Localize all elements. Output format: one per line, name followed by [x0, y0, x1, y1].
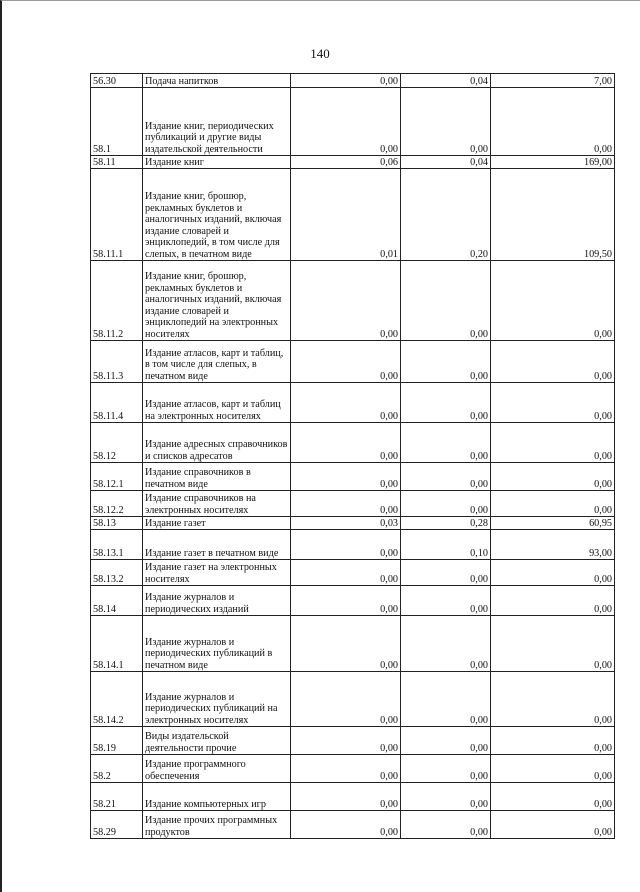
row-value-2: 0,00: [401, 341, 491, 383]
row-value-3: 93,00: [491, 530, 615, 560]
row-value-3: 0,00: [491, 616, 615, 672]
row-code: 58.11.3: [91, 341, 143, 383]
row-value-1: 0,00: [291, 530, 401, 560]
row-name: Издание газет в печатном виде: [143, 530, 291, 560]
row-value-1: 0,00: [291, 783, 401, 811]
row-code: 58.12.1: [91, 463, 143, 491]
row-value-2: 0,00: [401, 672, 491, 727]
table-row: [91, 672, 615, 727]
row-value-3: 0,00: [491, 341, 615, 383]
table-row: [91, 517, 615, 530]
row-value-3: 60,95: [491, 517, 615, 530]
row-value-2: 0,00: [401, 586, 491, 616]
row-value-2: 0,00: [401, 560, 491, 586]
row-value-3: 0,00: [491, 811, 615, 839]
row-value-2: 0,00: [401, 727, 491, 755]
row-name: Издание программного обеспечения: [143, 755, 291, 783]
row-name: Виды издательской деятельности прочие: [143, 727, 291, 755]
row-value-3: 169,00: [491, 156, 615, 169]
table-row: [91, 586, 615, 616]
row-value-1: 0,00: [291, 74, 401, 88]
row-value-1: 0,00: [291, 383, 401, 423]
row-name: Издание книг, периодических публикаций и другие виды издательской деятельности: [143, 88, 291, 156]
row-name: Издание прочих программных продуктов: [143, 811, 291, 839]
row-code: 58.11.4: [91, 383, 143, 423]
row-value-3: 0,00: [491, 586, 615, 616]
row-name: Издание атласов, карт и таблиц на электронных носителях: [143, 383, 291, 423]
row-code: 58.14: [91, 586, 143, 616]
row-value-3: 0,00: [491, 423, 615, 463]
table-row: [91, 811, 615, 839]
row-value-3: 0,00: [491, 383, 615, 423]
row-name: Издание атласов, карт и таблиц, в том числе для слепых, в печатном виде: [143, 341, 291, 383]
row-value-1: 0,00: [291, 616, 401, 672]
row-code: 58.11.2: [91, 261, 143, 341]
row-value-2: 0,00: [401, 755, 491, 783]
row-value-1: 0,00: [291, 491, 401, 517]
row-value-1: 0,00: [291, 261, 401, 341]
row-code: 58.29: [91, 811, 143, 839]
row-value-3: 0,00: [491, 783, 615, 811]
row-value-1: 0,00: [291, 423, 401, 463]
table-row: [91, 560, 615, 586]
table-row: [91, 783, 615, 811]
row-value-1: 0,00: [291, 463, 401, 491]
row-name: Издание книг, брошюр, рекламных буклетов и аналогичных изданий, включая издание словарей и энциклопедий на электронных носителях: [143, 261, 291, 341]
row-value-2: 0,00: [401, 383, 491, 423]
data-table: [90, 73, 615, 839]
row-value-2: 0,00: [401, 811, 491, 839]
row-code: 58.19: [91, 727, 143, 755]
page-number: 140: [310, 46, 330, 61]
row-value-1: 0,00: [291, 755, 401, 783]
row-value-1: 0,01: [291, 169, 401, 261]
row-value-3: 0,00: [491, 560, 615, 586]
table-row: [91, 463, 615, 491]
row-value-1: 0,06: [291, 156, 401, 169]
table-row: [91, 261, 615, 341]
row-name: Издание книг: [143, 156, 291, 169]
row-code: 58.12: [91, 423, 143, 463]
row-value-2: 0,00: [401, 261, 491, 341]
table-row: [91, 530, 615, 560]
row-code: 58.11.1: [91, 169, 143, 261]
row-value-2: 0,00: [401, 463, 491, 491]
row-value-3: 0,00: [491, 491, 615, 517]
row-value-2: 0,00: [401, 423, 491, 463]
row-name: Издание журналов и периодических публикаций в печатном виде: [143, 616, 291, 672]
row-name: Издание журналов и периодических публикаций на электронных носителях: [143, 672, 291, 727]
row-code: 58.13.2: [91, 560, 143, 586]
row-name: Подача напитков: [143, 74, 291, 88]
row-code: 58.13: [91, 517, 143, 530]
row-value-2: 0,04: [401, 156, 491, 169]
row-value-1: 0,00: [291, 811, 401, 839]
row-value-2: 0,28: [401, 517, 491, 530]
row-value-3: 109,50: [491, 169, 615, 261]
row-name: Издание адресных справочников и списков адресатов: [143, 423, 291, 463]
row-value-3: 7,00: [491, 74, 615, 88]
row-name: Издание газет: [143, 517, 291, 530]
row-value-1: 0,00: [291, 560, 401, 586]
table-row: [91, 616, 615, 672]
row-code: 56.30: [91, 74, 143, 88]
row-value-2: 0,00: [401, 783, 491, 811]
row-code: 58.21: [91, 783, 143, 811]
row-value-2: 0,20: [401, 169, 491, 261]
row-name: Издание компьютерных игр: [143, 783, 291, 811]
row-code: 58.11: [91, 156, 143, 169]
row-code: 58.1: [91, 88, 143, 156]
row-name: Издание справочников в печатном виде: [143, 463, 291, 491]
row-name: Издание газет на электронных носителях: [143, 560, 291, 586]
row-code: 58.13.1: [91, 530, 143, 560]
row-value-3: 0,00: [491, 463, 615, 491]
row-value-3: 0,00: [491, 261, 615, 341]
row-value-3: 0,00: [491, 755, 615, 783]
table-row: [91, 169, 615, 261]
row-value-1: 0,00: [291, 727, 401, 755]
row-code: 58.2: [91, 755, 143, 783]
row-code: 58.14.2: [91, 672, 143, 727]
row-value-2: 0,10: [401, 530, 491, 560]
table-row: [91, 383, 615, 423]
table-row: [91, 491, 615, 517]
table-row: [91, 755, 615, 783]
table-row: [91, 423, 615, 463]
row-code: 58.12.2: [91, 491, 143, 517]
row-value-2: 0,00: [401, 88, 491, 156]
table-row: [91, 74, 615, 88]
row-value-1: 0,00: [291, 672, 401, 727]
table-row: [91, 341, 615, 383]
row-value-3: 0,00: [491, 727, 615, 755]
row-value-3: 0,00: [491, 672, 615, 727]
table-row: [91, 727, 615, 755]
row-value-2: 0,04: [401, 74, 491, 88]
row-value-1: 0,00: [291, 586, 401, 616]
table-row: [91, 88, 615, 156]
table-row: [91, 156, 615, 169]
row-name: Издание справочников на электронных носителях: [143, 491, 291, 517]
row-value-1: 0,00: [291, 88, 401, 156]
row-name: Издание книг, брошюр, рекламных буклетов и аналогичных изданий, включая издание словарей и энциклопедий, в том числе для слепых, в печатном виде: [143, 169, 291, 261]
row-value-2: 0,00: [401, 616, 491, 672]
row-name: Издание журналов и периодических изданий: [143, 586, 291, 616]
row-value-3: 0,00: [491, 88, 615, 156]
table-body: [91, 74, 615, 839]
row-code: 58.14.1: [91, 616, 143, 672]
row-value-2: 0,00: [401, 491, 491, 517]
row-value-1: 0,03: [291, 517, 401, 530]
row-value-1: 0,00: [291, 341, 401, 383]
